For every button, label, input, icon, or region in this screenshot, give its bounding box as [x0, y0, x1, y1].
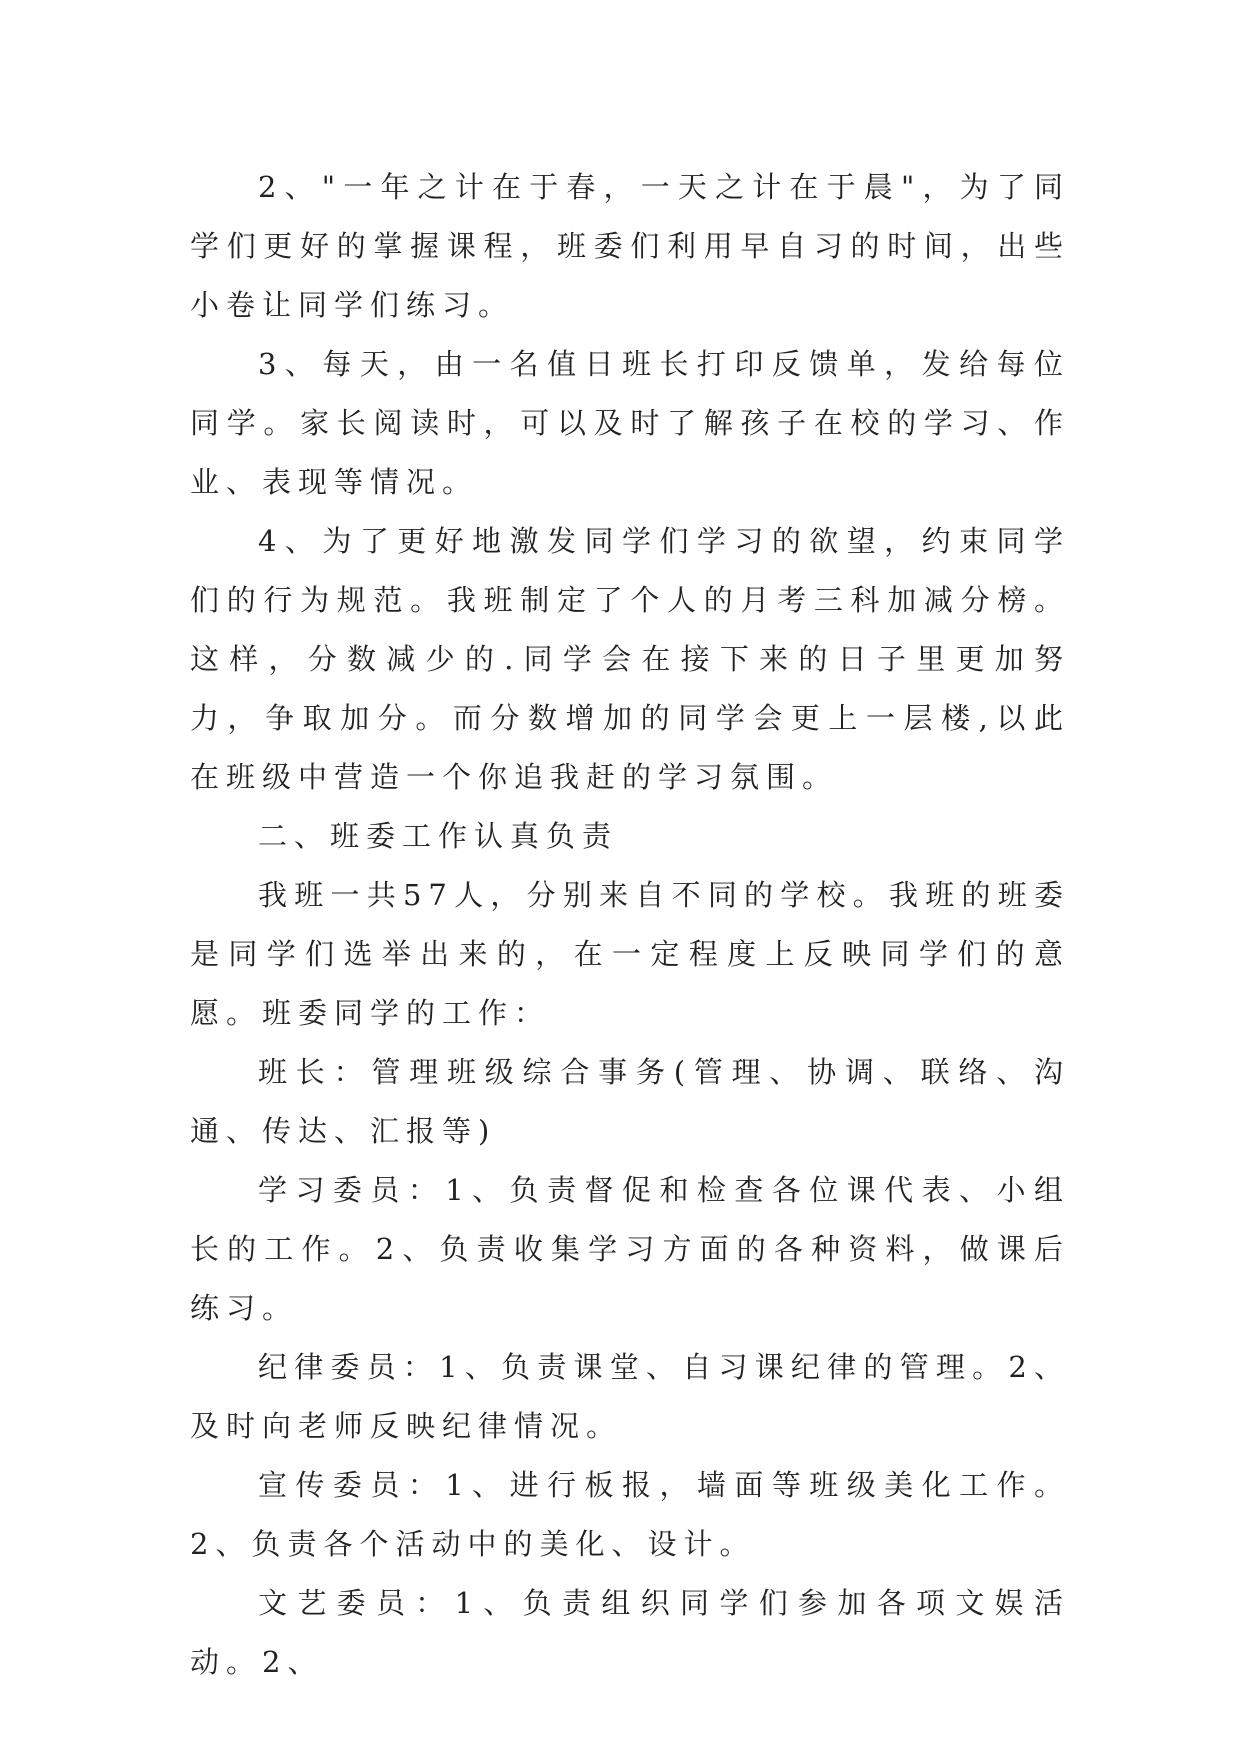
document-body: [190, 158, 1070, 1692]
paragraph-arts-committee: 文艺委员：1、负责组织同学们参加各项文娱活动。2、: [190, 1586, 1070, 1679]
paragraph-item-2: 2、"一年之计在于春，一天之计在于晨"，为了同学们更好的掌握课程，班委们利用早自习的时间，出些小卷让同学们练习。: [190, 170, 1070, 322]
paragraph-study-committee: 学习委员：1、负责督促和检查各位课代表、小组长的工作。2、负责收集学习方面的各种资料，做课后练习。: [190, 1173, 1070, 1325]
paragraph-publicity-committee: 宣传委员：1、进行板报，墙面等班级美化工作。2、负责各个活动中的美化、设计。: [190, 1468, 1070, 1561]
paragraph-discipline-committee: 纪律委员：1、负责课堂、自习课纪律的管理。2、及时向老师反映纪律情况。: [190, 1350, 1070, 1443]
paragraph-item-4: 4、为了更好地激发同学们学习的欲望，约束同学们的行为规范。我班制定了个人的月考三科加减分榜。这样，分数减少的.同学会在接下来的日子里更加努力，争取加分。而分数增加的同学会更上一层楼,以此在班级中营造一个你追我赶的学习氛围。: [190, 524, 1070, 794]
section-heading-committee: 二、班委工作认真负责: [258, 819, 619, 853]
paragraph-class-intro: 我班一共57人，分别来自不同的学校。我班的班委是同学们选举出来的，在一定程度上反映同学们的意愿。班委同学的工作：: [190, 878, 1070, 1030]
paragraph-monitor: 班长：管理班级综合事务(管理、协调、联络、沟通、传达、汇报等): [190, 1055, 1070, 1148]
paragraph-item-3: 3、每天，由一名值日班长打印反馈单，发给每位同学。家长阅读时，可以及时了解孩子在校的学习、作业、表现等情况。: [190, 347, 1070, 499]
